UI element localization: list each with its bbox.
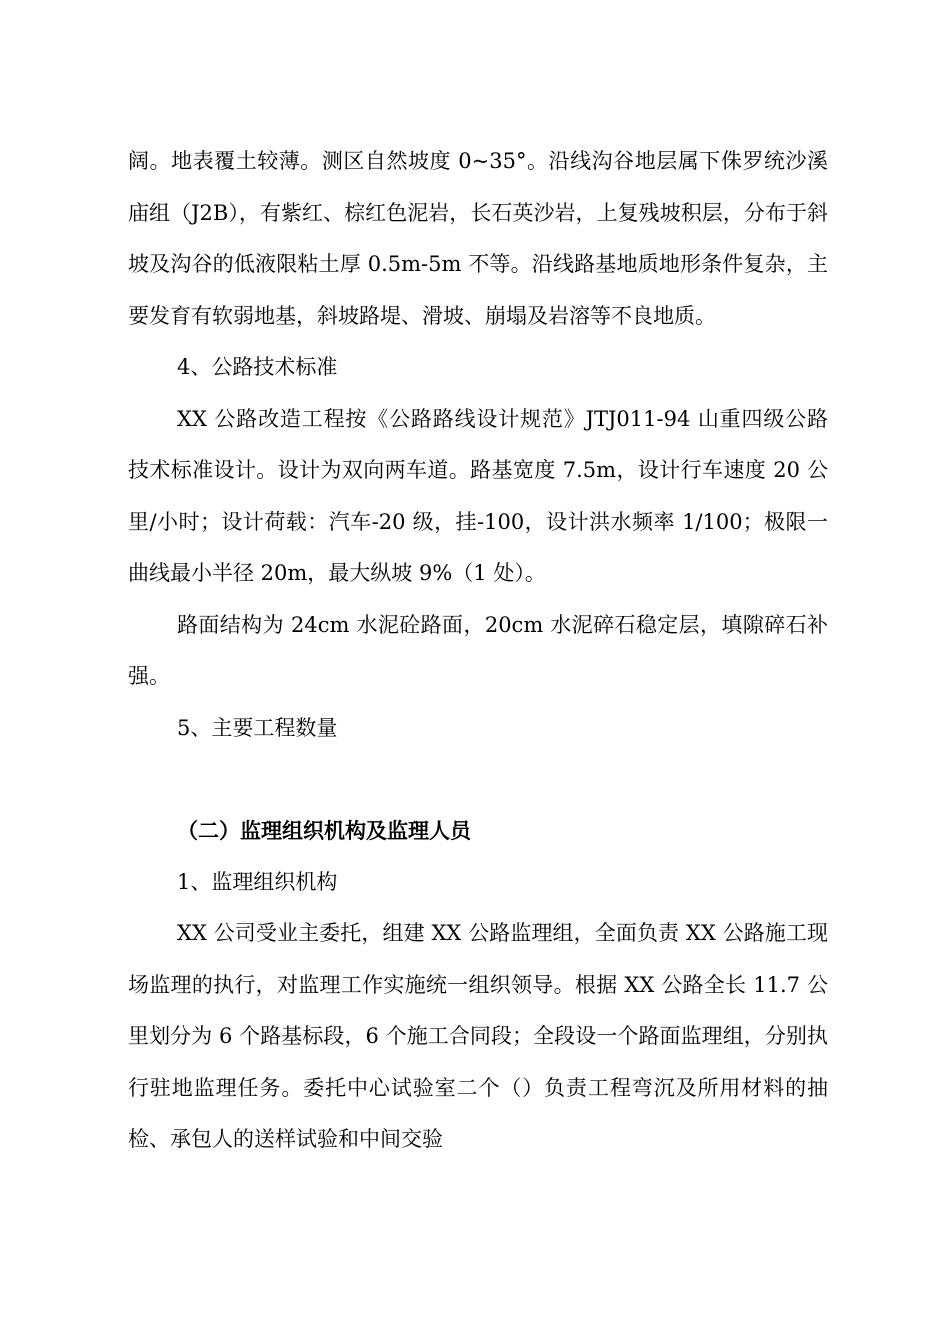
heading-main-quantities: 5、主要工程数量: [177, 715, 338, 740]
paragraph-supervision-structure: XX 公司受业主委托，组建 XX 公路监理组，全面负责 XX 公路施工现场监理的执行，对监理工作实施统一组织领导。根据 XX 公路全长 11.7 公里划分为 6 个路基标段，6 个施工合同段；全段设一个路面监理组，分别执行驻地监理任务。委托中心试验室二个（）负责工程弯沉及所用材料的抽检、承包人的送样试验和中间交验: [128, 921, 828, 1151]
heading-technical-standards: 4、公路技术标准: [177, 355, 338, 379]
paragraph-pavement-structure: 路面结构为 24cm 水泥砼路面，20cm 水泥碎石稳定层，填隙碎石补强。: [128, 612, 828, 688]
blank-line: [128, 754, 828, 805]
heading-supervision-structure: 1、监理组织机构: [177, 869, 338, 894]
document-body: [128, 136, 828, 1166]
paragraph-geology: 阔。地表覆土较薄。测区自然坡度 0~35°。沿线沟谷地层属下侏罗统沙溪庙组（J2B），有紫红、棕红色泥岩，长石英沙岩，上复残坡积层，分布于斜坡及沟谷的低液限粘土厚 0.5m-5m 不等。沿线路基地质地形条件复杂，主要发育有软弱地基，斜坡路堤、滑坡、崩塌及岩溶等不良地质。: [128, 149, 828, 328]
section-heading-supervision-organization: （二）监理组织机构及监理人员: [177, 818, 471, 843]
paragraph-technical-standards: XX 公路改造工程按《公路路线设计规范》JTJ011-94 山重四级公路技术标准设计。设计为双向两车道。路基宽度 7.5m，设计行车速度 20 公里/小时；设计荷载：汽车-20 级，挂-100，设计洪水频率 1/100；极限一曲线最小半径 20m，最大纵坡 9%（1 处）。: [128, 406, 828, 585]
